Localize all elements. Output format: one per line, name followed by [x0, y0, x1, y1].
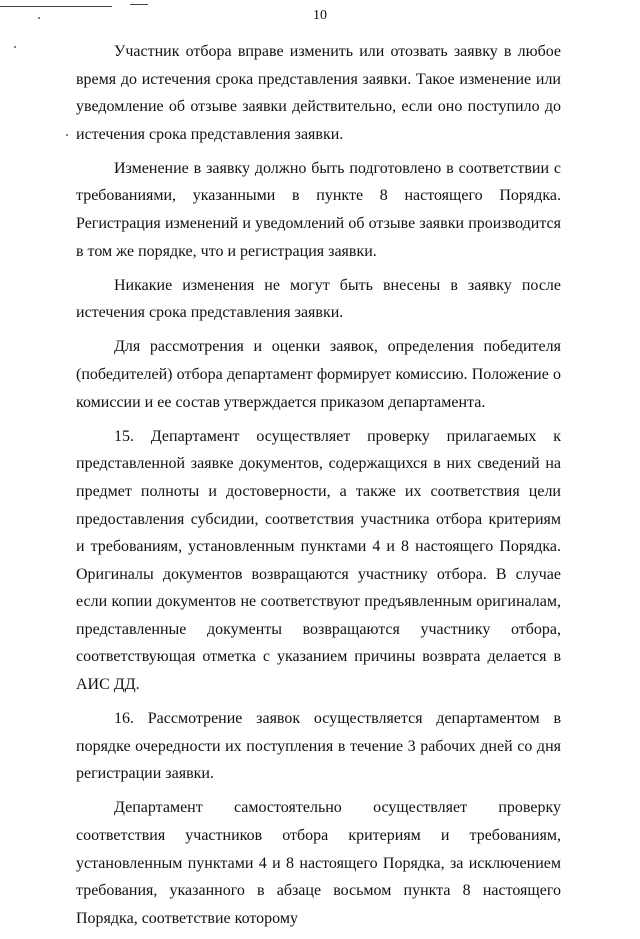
paragraph: Никакие изменения не могут быть внесены в заявку после истечения срока представления заявки. — [76, 276, 561, 322]
paragraph: 15. Департамент осуществляет проверку прилагаемых к представленной заявке документов, содержащихся в них сведений на предмет полноты и достоверности, а также их соответствия цели предоставления субсидии, соответствия участника отбора критериям и требованиям, установленным пунктами 4 и 8 настоящего Порядка. Оригиналы документов возвращаются участнику отбора. В случае если копии документов не соответствуют предъявленным оригиналам, представленные документы возвращаются участнику отбора, соответствующая отметка с указанием причины возврата делается в АИС ДД. — [76, 427, 561, 694]
paragraph: Для рассмотрения и оценки заявок, определения победителя (победителей) отбора департамент формирует комиссию. Положение о комиссии и ее состав утверждается приказом департамента. — [76, 338, 561, 411]
paragraph: 16. Рассмотрение заявок осуществляется департаментом в порядке очередности их поступления в течение 3 рабочих дней со дня регистрации заявки. — [76, 710, 561, 783]
scan-artifact-line — [130, 4, 148, 5]
scan-speck — [14, 46, 16, 48]
paragraph: Изменение в заявку должно быть подготовлено в соответствии с требованиями, указанными в пункте 8 настоящего Порядка. Регистрация изменений и уведомлений об отзыве заявки производится в том же порядке, что и регистрация заявки. — [76, 159, 561, 260]
scan-speck — [66, 134, 68, 136]
scan-artifact-line — [0, 6, 112, 7]
paragraph: Участник отбора вправе изменить или отозвать заявку в любое время до истечения срока представления заявки. Такое изменение или уведомление об отзыве заявки действительно, если оно поступило до истечения срока представления заявки. — [76, 43, 561, 143]
paragraph: Департамент самостоятельно осуществляет проверку соответствия участников отбора критериям и требованиям, установленным пунктами 4 и 8 настоящего Порядка, за исключением требования, указанного в абзаце восьмом пункта 8 настоящего Порядка, соответствие которому — [76, 799, 561, 927]
body-text — [76, 38, 561, 939]
page-number: 10 — [313, 8, 327, 23]
